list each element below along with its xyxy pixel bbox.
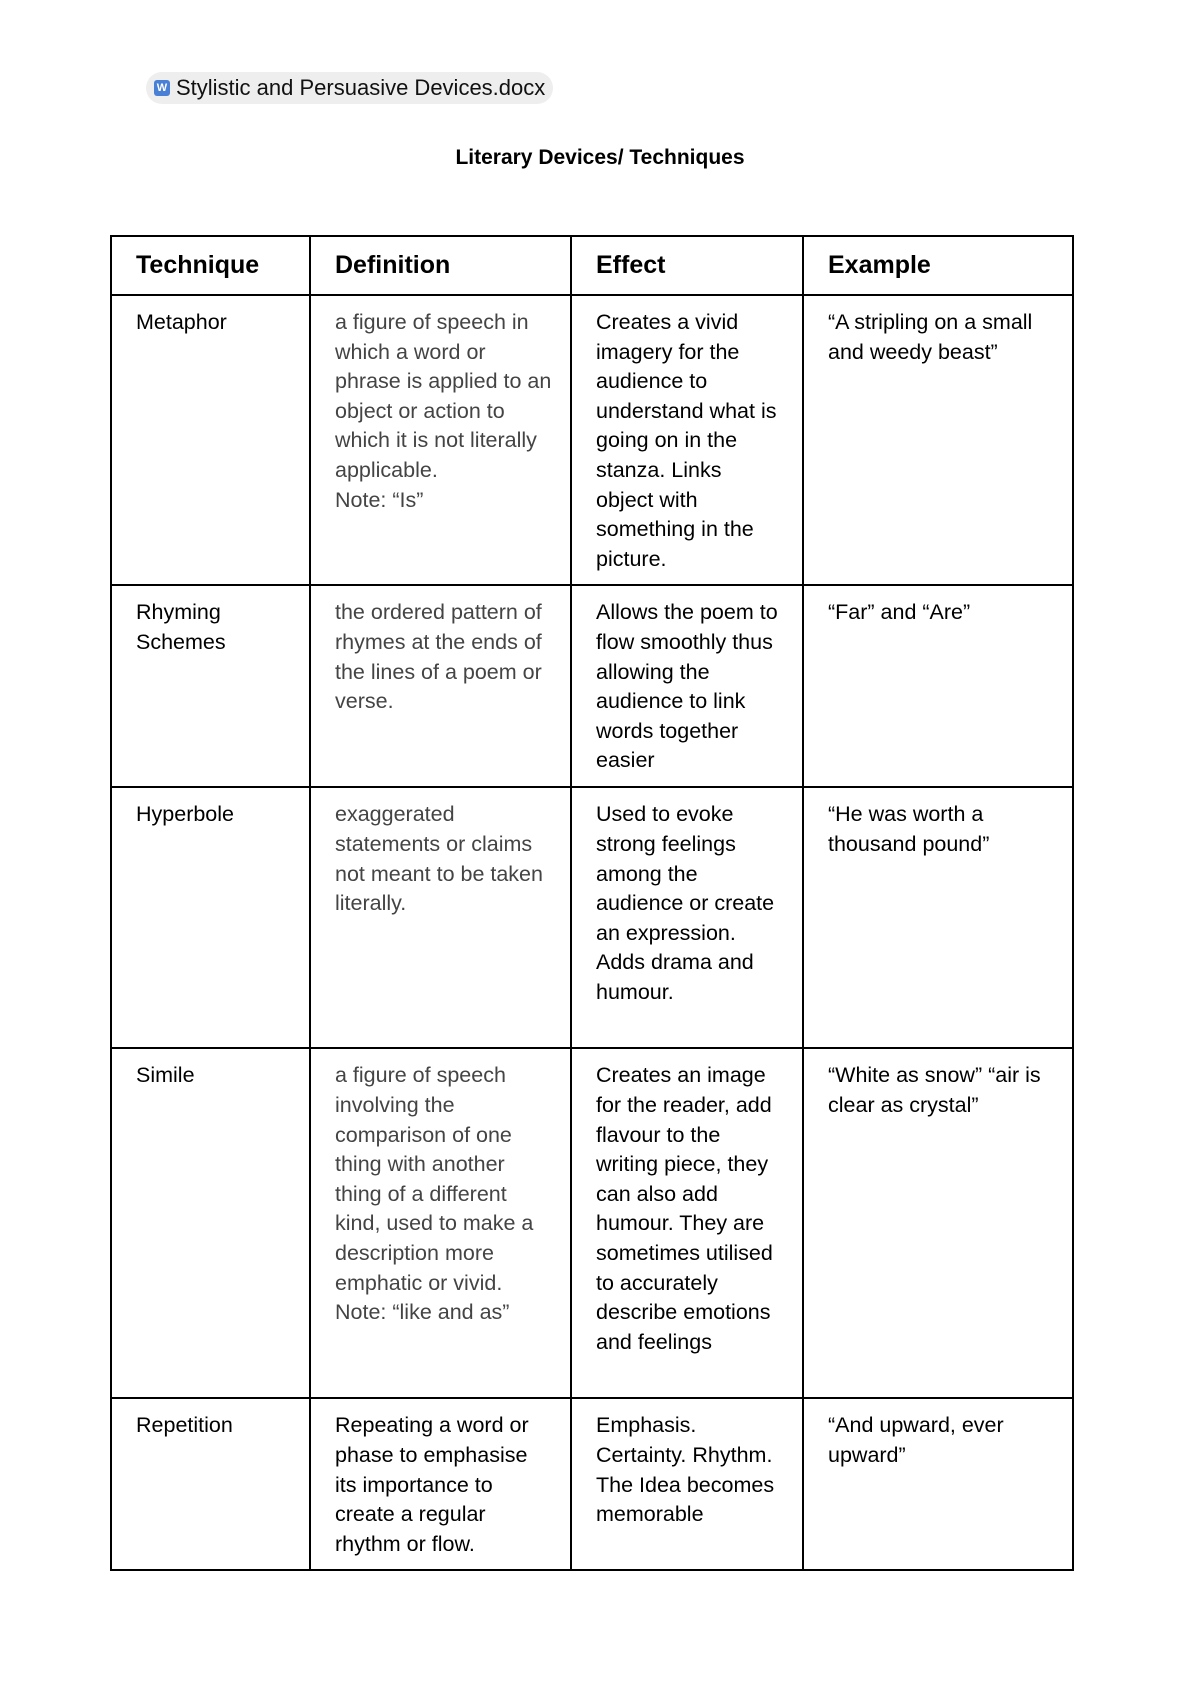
word-doc-icon: W [154, 80, 170, 96]
effect-cell: Allows the poem to flow smoothly thus allowing the audience to link words together easier [571, 585, 803, 787]
definition-cell [310, 1048, 571, 1398]
page-title: Literary Devices/ Techniques [455, 146, 745, 169]
definition-cell [310, 295, 571, 585]
definition-text: exaggerated statements or claims not meant to be taken literally. [335, 802, 543, 916]
technique-cell: Repetition [111, 1398, 310, 1570]
technique-cell: Metaphor [111, 295, 310, 585]
example-cell: “He was worth a thousand pound” [803, 787, 1073, 1048]
header-effect: Effect [571, 236, 803, 295]
technique-cell: Hyperbole [111, 787, 310, 1048]
definition-text: a figure of speech involving the comparison of one thing with another thing of a different kind, used to make a description more emphatic or vivid. [335, 1063, 534, 1295]
effect-cell: Creates a vivid imagery for the audience to understand what is going on in the stanza. Links object with something in the picture. [571, 295, 803, 585]
definition-cell [310, 1398, 571, 1570]
technique-cell: Simile [111, 1048, 310, 1398]
table-row [111, 295, 1073, 585]
table-row [111, 1048, 1073, 1398]
header-definition: Definition [310, 236, 571, 295]
header-example: Example [803, 236, 1073, 295]
header-technique: Technique [111, 236, 310, 295]
definition-text: Repeating a word or phase to emphasise its importance to create a regular rhythm or flow. [335, 1413, 529, 1556]
effect-cell: Emphasis. Certainty. Rhythm. The Idea becomes memorable [571, 1398, 803, 1570]
definition-text: the ordered pattern of rhymes at the ends of the lines of a poem or verse. [335, 600, 542, 714]
effect-cell: Used to evoke strong feelings among the audience or create an expression. Adds drama and humour. [571, 787, 803, 1048]
example-cell: “White as snow” “air is clear as crystal” [803, 1048, 1073, 1398]
file-chip[interactable] [146, 72, 553, 104]
devices-table [110, 235, 1074, 1571]
table-row [111, 1398, 1073, 1570]
technique-cell: Rhyming Schemes [111, 585, 310, 787]
definition-note: Note: “Is” [335, 487, 424, 512]
example-cell: “Far” and “Are” [803, 585, 1073, 787]
table-row [111, 787, 1073, 1048]
example-cell: “A stripling on a small and weedy beast” [803, 295, 1073, 585]
table-header-row [111, 236, 1073, 295]
definition-cell [310, 787, 571, 1048]
file-name: Stylistic and Persuasive Devices.docx [176, 75, 546, 100]
example-cell: “And upward, ever upward” [803, 1398, 1073, 1570]
definition-text: a figure of speech in which a word or phrase is applied to an object or action to which it is not literally applicable. [335, 310, 552, 482]
table-row [111, 585, 1073, 787]
definition-note: Note: “like and as” [335, 1300, 510, 1325]
definition-cell [310, 585, 571, 787]
effect-cell: Creates an image for the reader, add flavour to the writing piece, they can also add humour. They are sometimes utilised to accurately describe emotions and feelings [571, 1048, 803, 1398]
